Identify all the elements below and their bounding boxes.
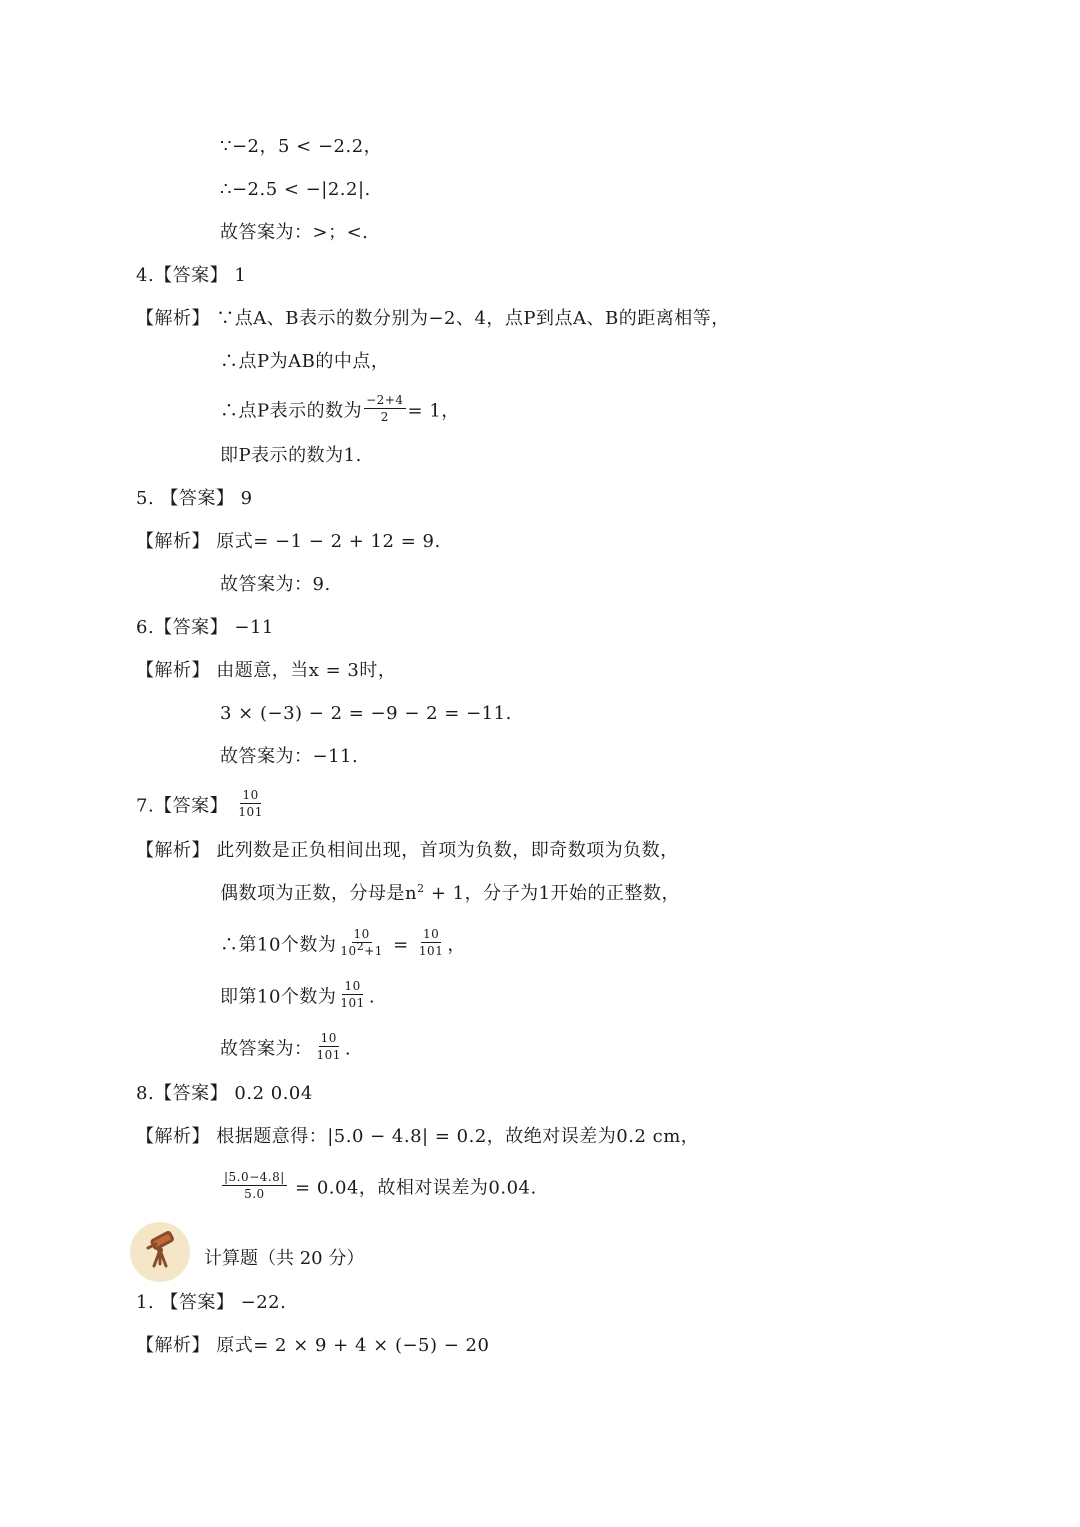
q6-analysis-2: 3 × (−3) − 2 = −9 − 2 = −11. — [220, 703, 512, 724]
text: 偶数项为正数，分母是n — [220, 883, 418, 904]
fraction — [222, 1170, 287, 1201]
denominator: 2 — [380, 410, 389, 424]
q8-analysis-1: 【解析】 根据题意得：|5.0 − 4.8| = 0.2，故绝对误差为0.2 cm， — [136, 1126, 700, 1147]
line-a2: ∴−2.5 < −|2.2|. — [220, 179, 371, 200]
q4-analysis-2: ∴点P为AB的中点， — [220, 351, 390, 372]
q8-analysis-2 — [220, 1170, 537, 1204]
q6-analysis-1: 【解析】 由题意，当x = 3时， — [136, 660, 397, 681]
denominator — [338, 940, 384, 958]
fraction — [236, 788, 264, 819]
calc-q1-analysis: 【解析】 原式= 2 × 9 + 4 × (−5) − 20 — [136, 1335, 490, 1356]
denominator: 101 — [418, 944, 444, 958]
text: . — [344, 1038, 352, 1060]
denominator: 101 — [340, 996, 365, 1010]
numerator: 10 — [353, 927, 370, 941]
q6-analysis-3: 故答案为：−11. — [220, 746, 359, 767]
superscript: 2 — [356, 940, 365, 953]
q5-analysis-2: 故答案为：9. — [220, 574, 331, 595]
text: = 0.04，故相对误差为0.04. — [288, 1177, 537, 1199]
q7-answer — [136, 788, 267, 822]
text: + 1，分子为1开始的正整数， — [424, 883, 681, 904]
q5-analysis-1: 【解析】 原式= −1 − 2 + 12 = 9. — [136, 531, 441, 552]
superscript: 2 — [417, 882, 425, 895]
denominator: 5.0 — [244, 1187, 265, 1201]
q7-analysis-1: 【解析】 此列数是正负相间出现，首项为负数，即奇数项为负数， — [136, 840, 679, 861]
q8-answer: 8.【答案】 0.2 0.04 — [136, 1083, 313, 1104]
calc-q1-answer: 1. 【答案】 −22. — [136, 1292, 287, 1313]
q7-analysis-2 — [220, 882, 680, 906]
text: ∴点P表示的数为 — [220, 400, 363, 422]
numerator: 10 — [320, 1031, 337, 1045]
q4-answer: 4.【答案】 1 — [136, 265, 247, 286]
q4-analysis-3 — [220, 393, 460, 427]
den-tail: +1 — [364, 944, 383, 958]
numerator: 10 — [344, 979, 361, 993]
fraction — [364, 393, 405, 424]
fraction — [338, 979, 366, 1010]
fraction — [338, 927, 384, 958]
section-title: 计算题（共 20 分） — [204, 1248, 365, 1269]
q7-analysis-4 — [220, 979, 376, 1013]
text: 即第10个数为 — [220, 986, 337, 1008]
text: ∴第10个数为 — [220, 934, 337, 956]
numerator: 10 — [242, 788, 259, 802]
q7-analysis-5 — [220, 1031, 352, 1065]
text: 故答案为： — [220, 1038, 313, 1060]
numerator: |5.0−4.8| — [224, 1170, 285, 1184]
numerator: −2+4 — [366, 393, 404, 407]
q4-analysis-4: 即P表示的数为1. — [220, 445, 362, 466]
line-a1: ∵−2，5 < −2.2， — [220, 136, 383, 157]
numerator: 10 — [422, 927, 440, 941]
text: 7.【答案】 — [136, 795, 229, 817]
q7-analysis-3 — [220, 927, 466, 961]
text: ， — [447, 934, 466, 956]
text: = 1， — [407, 400, 460, 422]
fraction — [417, 927, 445, 958]
q4-analysis-1: 【解析】 ∵点A、B表示的数分别为−2、4，点P到点A、B的距离相等， — [136, 308, 730, 329]
line-a3: 故答案为：>；<. — [220, 222, 369, 243]
denominator: 101 — [316, 1048, 341, 1062]
text: = — [386, 934, 415, 956]
den-base: 10 — [340, 944, 357, 958]
fraction — [315, 1031, 343, 1062]
text: . — [368, 986, 376, 1008]
telescope-icon — [130, 1222, 190, 1282]
denominator: 101 — [238, 805, 263, 819]
q5-answer: 5. 【答案】 9 — [136, 488, 253, 509]
q6-answer: 6.【答案】 −11 — [136, 617, 274, 638]
